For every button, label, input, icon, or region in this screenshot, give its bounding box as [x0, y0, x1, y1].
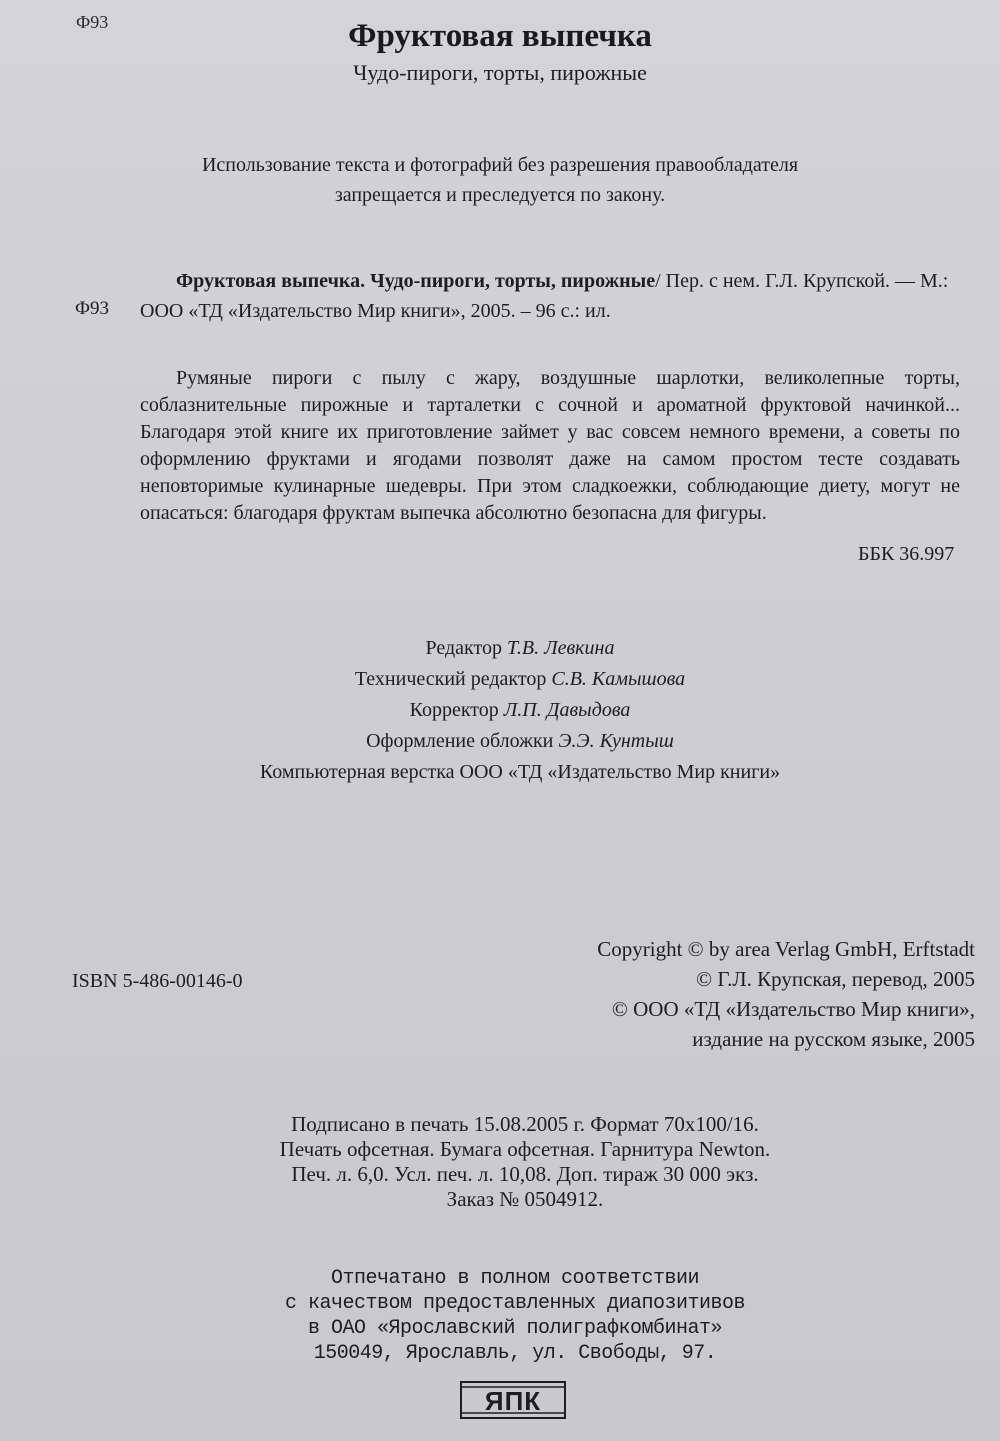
credit-cover-design — [0, 726, 1000, 757]
copyright-line: © ООО «ТД «Издательство Мир книги», — [611, 997, 975, 1021]
isbn: ISBN 5-486-00146-0 — [72, 970, 243, 992]
book-title: Фруктовая выпечка — [348, 18, 652, 54]
printer-line: Отпечатано в полном соответствии — [330, 1267, 700, 1290]
bbk-code: ББК 36.997 — [858, 543, 955, 565]
credit-person: Т.В. Левкина — [507, 637, 615, 659]
catalog-code-top: Ф93 — [76, 12, 109, 32]
copyright-warning-line2: запрещается и преследуется по закону. — [334, 184, 666, 206]
printer-line: в ОАО «Ярославский полиграфкомбинат» — [307, 1317, 723, 1340]
credits-block — [0, 633, 1000, 788]
bibliographic-title: Фруктовая выпечка. Чудо-пироги, торты, пирожные — [176, 270, 656, 292]
credit-role: Корректор — [409, 699, 499, 721]
credit-person: Л.П. Давыдова — [503, 699, 631, 721]
credit-editor — [0, 633, 1000, 664]
book-subtitle: Чудо-пироги, торты, пирожные — [353, 60, 647, 85]
credit-role: Компьютерная верстка ООО «ТД «Издательство Мир книги» — [259, 761, 781, 783]
credit-role: Оформление обложки — [366, 730, 554, 752]
bibliographic-details: / Пер. с нем. Г.Л. Крупской. — М.: ООО «ТД «Издательство Мир книги», 2005. – 96 с.: ил. — [140, 270, 949, 322]
credit-technical-editor — [0, 664, 1000, 695]
print-spec-line: Подписано в печать 15.08.2005 г. Формат 70x100/16. — [291, 1112, 759, 1136]
print-spec-line: Печать офсетная. Бумага офсетная. Гарнитура Newton. — [279, 1137, 771, 1161]
copyright-line: издание на русском языке, 2005 — [692, 1027, 975, 1051]
printer-logo-text: ЯПК — [484, 1386, 542, 1416]
catalog-code: Ф93 — [75, 298, 110, 319]
bibliographic-record — [140, 266, 960, 326]
credit-role: Технический редактор — [354, 668, 547, 690]
print-specs — [0, 1112, 1000, 1212]
printer-line: с качеством предоставленных диапозитивов — [284, 1292, 746, 1315]
printer-logo — [460, 1381, 566, 1419]
credit-proofreader — [0, 695, 1000, 726]
printer-line: 150049, Ярославль, ул. Свободы, 97. — [313, 1342, 717, 1365]
credit-person: С.В. Камышова — [551, 668, 686, 690]
printer-info — [0, 1266, 1000, 1366]
credit-person: Э.Э. Кунтыш — [558, 730, 674, 752]
copyright-block — [555, 934, 975, 1054]
copyright-warning-line1: Использование текста и фотографий без разрешения правообладателя — [201, 154, 799, 176]
credit-role: Редактор — [425, 637, 502, 659]
book-abstract: Румяные пироги с пылу с жару, воздушные шарлотки, великолепные торты, соблазнительные пирожные и тарталетки с сочной и ароматной фруктовой начинкой... Благодаря этой книге их приготовление займет у вас совсем немного времени, а советы по оформлению фруктами и ягодами позволят даже на самом простом тесте создавать неповторимые кулинарные шедевры. При этом сладкоежки, соблюдающие диету, могут не опасаться: благодаря фруктам выпечка абсолютно безопасна для фигуры. — [140, 367, 960, 524]
print-spec-line: Печ. л. 6,0. Усл. печ. л. 10,08. Доп. тираж 30 000 экз. — [291, 1162, 759, 1186]
copyright-line: © Г.Л. Крупская, перевод, 2005 — [696, 967, 975, 991]
copyright-warning — [0, 150, 1000, 210]
print-spec-line: Заказ № 0504912. — [446, 1187, 604, 1211]
copyright-line: Copyright © by area Verlag GmbH, Erftstadt — [597, 937, 975, 961]
credit-layout — [0, 757, 1000, 788]
